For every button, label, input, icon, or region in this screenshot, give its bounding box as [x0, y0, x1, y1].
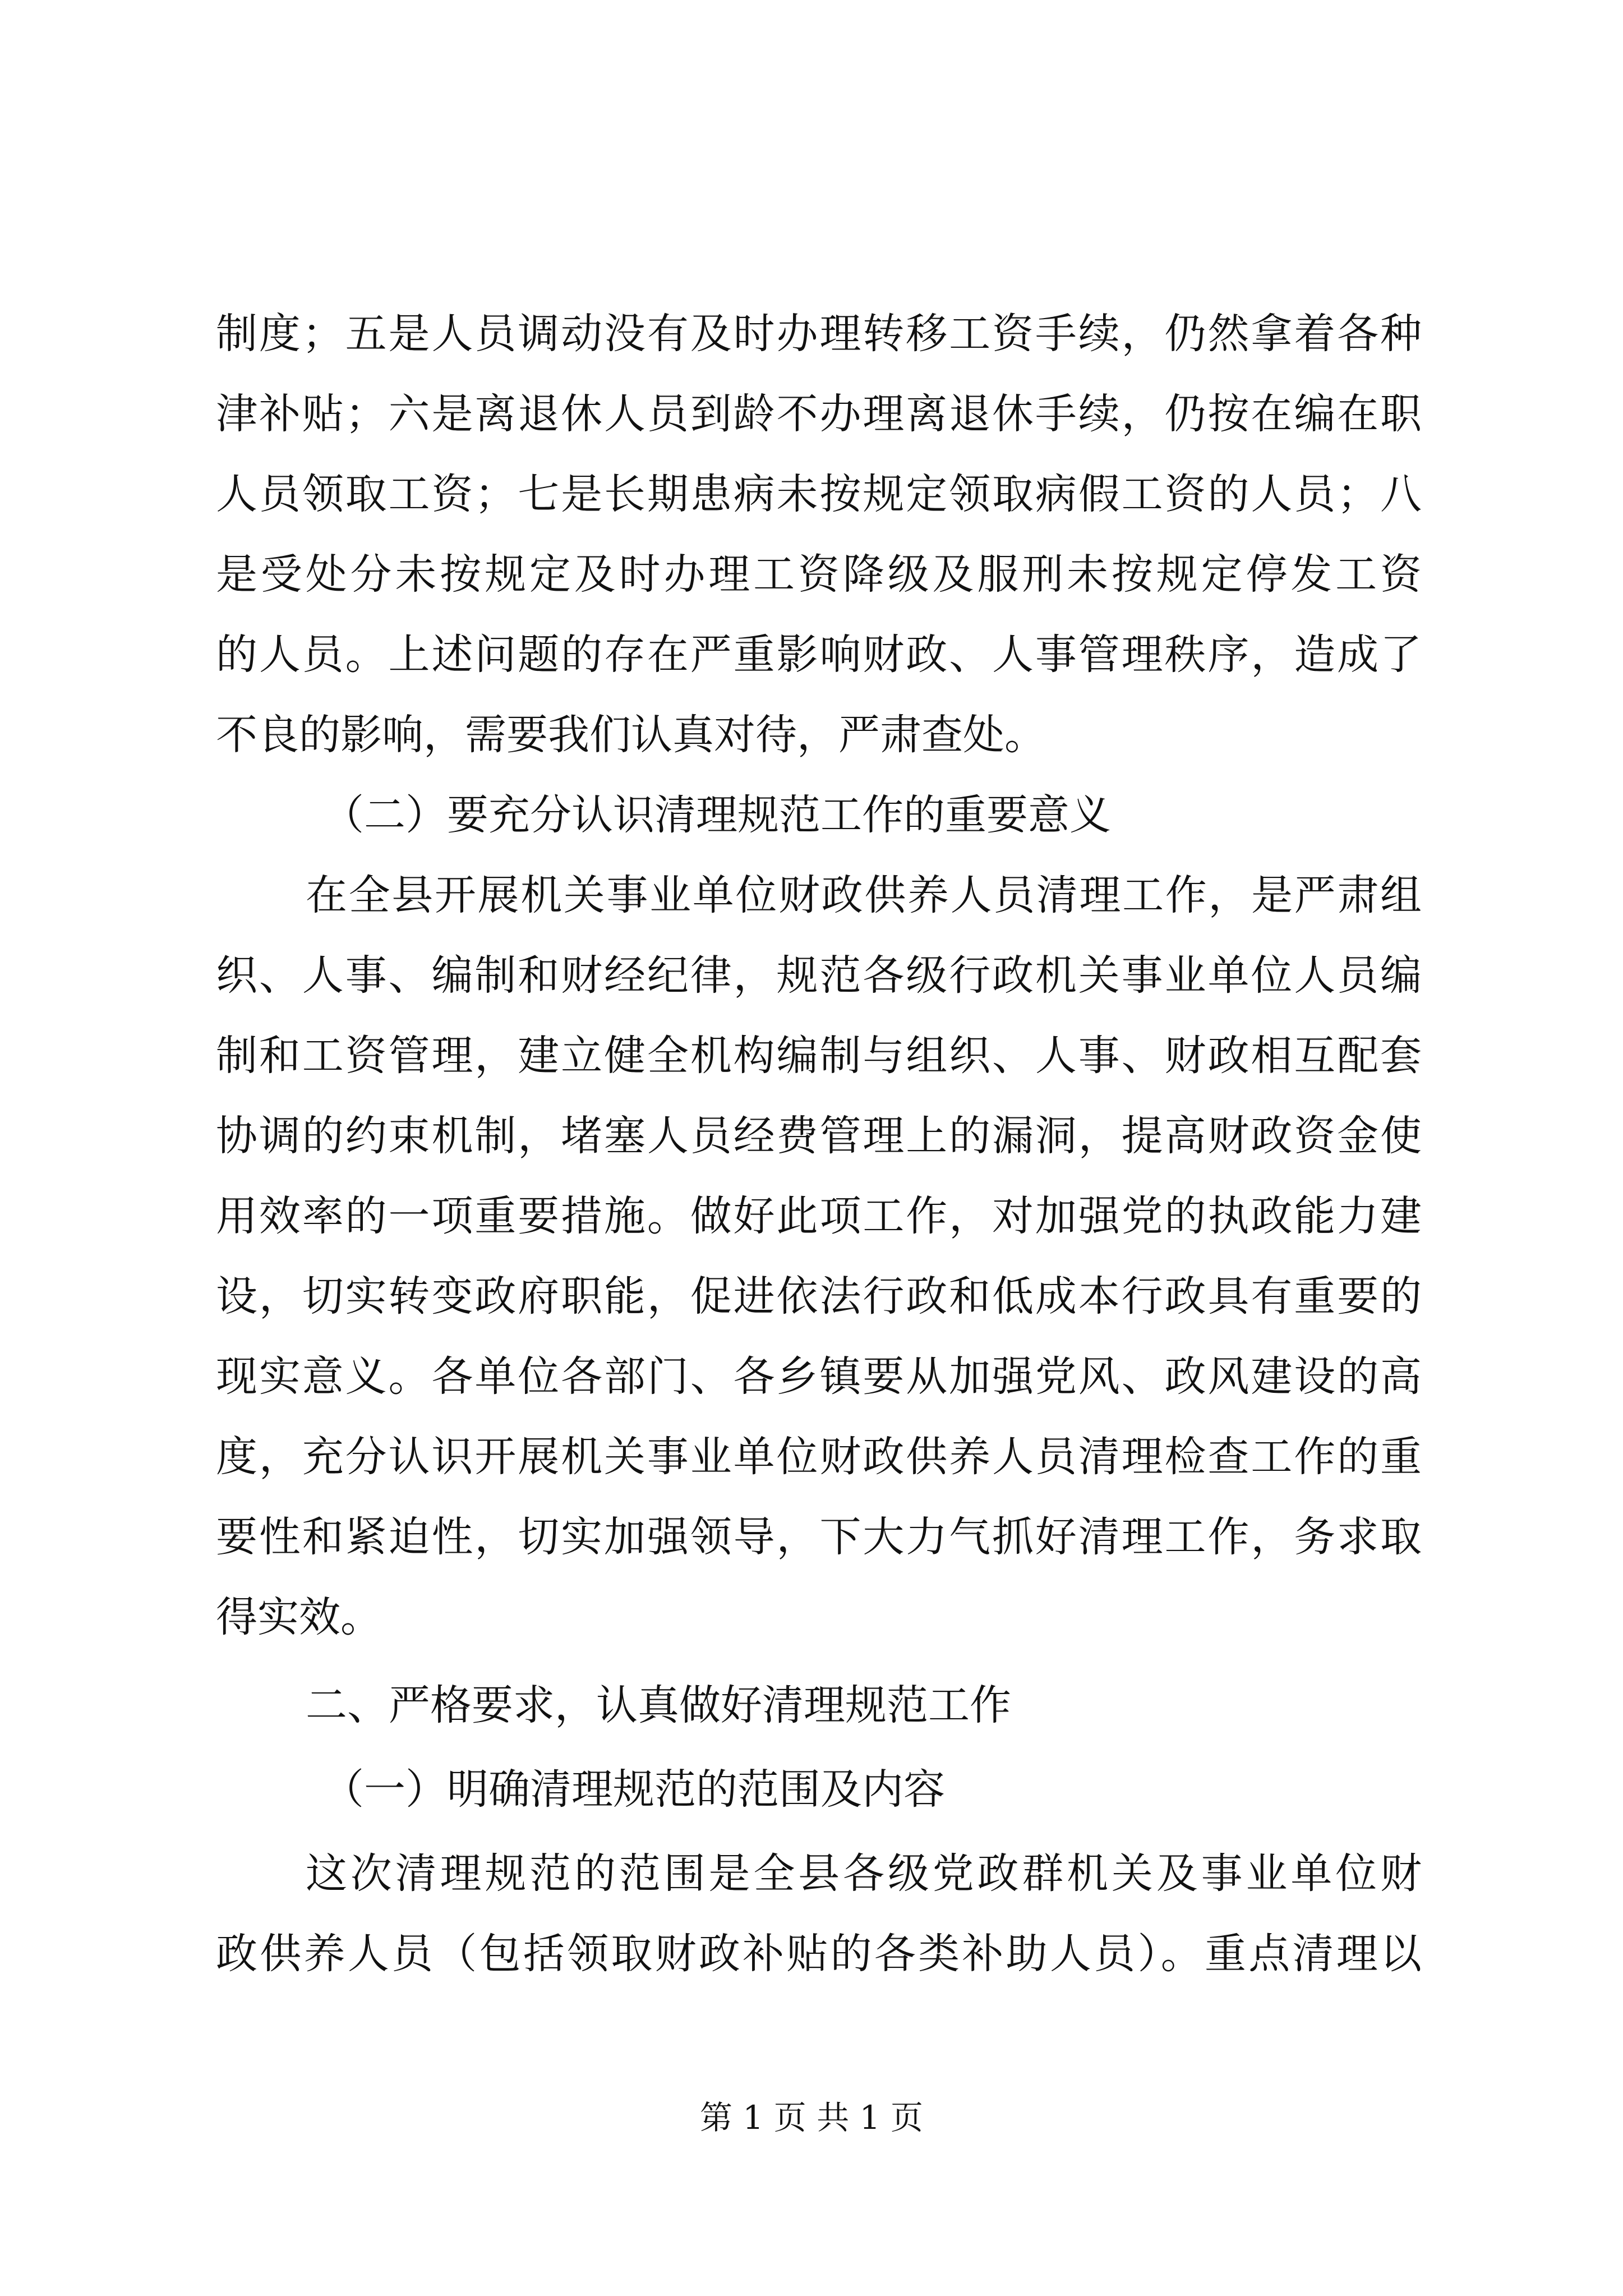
body-line-3: 人员领取工资；七是长期患病未按规定领取病假工资的人员；八 — [216, 470, 1422, 518]
body-line-2: 津补贴；六是离退休人员到龄不办理离退休手续，仍按在编在职 — [216, 390, 1422, 438]
body-line-16: 要性和紧迫性，切实加强领导，下大力气抓好清理工作，务求取 — [216, 1513, 1422, 1561]
body-line-8: 在全县开展机关事业单位财政供养人员清理工作，是严肃组 — [306, 871, 1422, 919]
body-line-1: 制度；五是人员调动没有及时办理转移工资手续，仍然拿着各种 — [216, 310, 1422, 358]
body-line-5: 的人员。上述问题的存在严重影响财政、人事管理秩序，造成了 — [216, 631, 1422, 679]
body-line-6: 不良的影响，需要我们认真对待，严肃查处。 — [216, 711, 1046, 759]
body-line-4: 是受处分未按规定及时办理工资降级及服刑未按规定停发工资 — [216, 550, 1422, 599]
body-line-10: 制和工资管理，建立健全机构编制与组织、人事、财政相互配套 — [216, 1032, 1422, 1080]
body-line-11: 协调的约束机制，堵塞人员经费管理上的漏洞，提高财政资金使 — [216, 1112, 1422, 1160]
body-line-15: 度，充分认识开展机关事业单位财政供养人员清理检查工作的重 — [216, 1433, 1422, 1481]
body-line-12: 用效率的一项重要措施。做好此项工作，对加强党的执政能力建 — [216, 1192, 1422, 1240]
body-line-21: 政供养人员（包括领取财政补贴的各类补助人员）。重点清理以 — [216, 1930, 1422, 1978]
subheading-2: （二）要充分认识清理规范工作的重要意义 — [322, 791, 1111, 839]
body-line-13: 设，切实转变政府职能，促进依法行政和低成本行政具有重要的 — [216, 1272, 1422, 1320]
section-heading-2: 二、严格要求，认真做好清理规范工作 — [306, 1681, 1011, 1729]
body-line-9: 织、人事、编制和财经纪律，规范各级行政机关事业单位人员编 — [216, 951, 1422, 1000]
page-footer: 第 1 页 共 1 页 — [700, 2099, 923, 2137]
subheading-1: （一）明确清理规范的范围及内容 — [322, 1765, 945, 1814]
body-line-14: 现实意义。各单位各部门、各乡镇要从加强党风、政风建设的高 — [216, 1352, 1422, 1401]
body-line-17: 得实效。 — [216, 1593, 382, 1641]
body-line-20: 这次清理规范的范围是全县各级党政群机关及事业单位财 — [306, 1849, 1422, 1898]
